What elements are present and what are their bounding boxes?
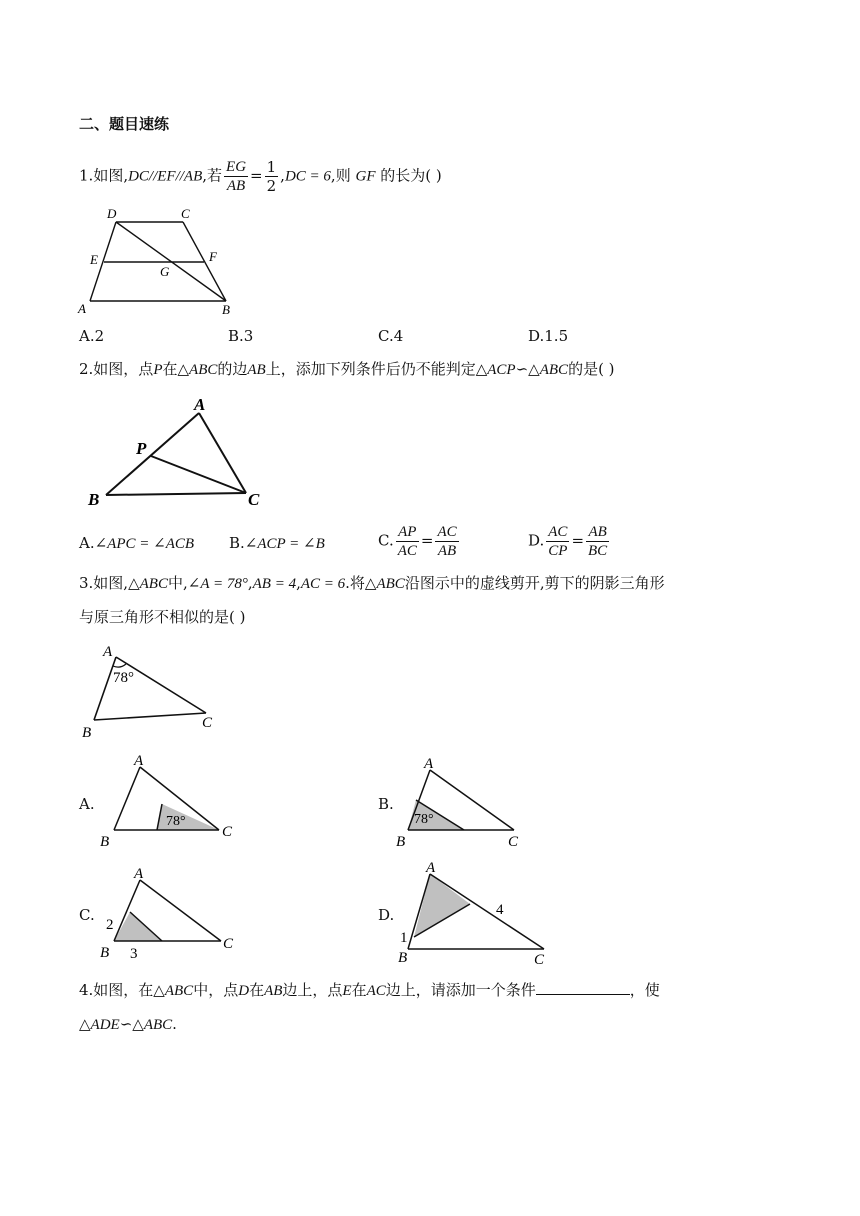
svg-text:C: C xyxy=(534,952,545,968)
segment-bc xyxy=(106,493,246,495)
svg-text:A: A xyxy=(426,860,436,876)
label-a: A xyxy=(78,301,86,316)
segment-ab xyxy=(106,413,199,495)
svg-text:1: 1 xyxy=(400,930,408,946)
label-c: C xyxy=(248,490,260,509)
q2-triangle-figure xyxy=(84,393,274,511)
q1-option-d[interactable]: D.1.5 xyxy=(528,327,569,345)
svg-text:4: 4 xyxy=(496,902,504,918)
q3-option-b-label[interactable]: B. xyxy=(378,795,394,813)
question-3-line-1: 3.如图,△ABC中,∠A = 78°,AB = 4,AC = 6.将△ABC沿图示中的虚线剪开,剪下的阴影三角形 xyxy=(79,574,665,592)
svg-text:78°: 78° xyxy=(414,812,434,827)
segment-pc xyxy=(151,456,246,493)
q1-option-a[interactable]: A.2 xyxy=(79,327,105,345)
q2-option-d[interactable]: D. $\frac{AC}{CP}$ = $\frac{AB}{BC}$ xyxy=(528,524,608,559)
q2-option-a[interactable]: A.∠APC = ∠ACB xyxy=(79,534,195,552)
q1-option-c[interactable]: C.4 xyxy=(378,327,404,345)
label-d: D xyxy=(107,206,117,221)
label-b: B xyxy=(82,725,92,741)
question-2: 2.如图，点P在△ABC的边AB上，添加下列条件后仍不能判定△ACP∽△ABC的是( ) xyxy=(79,360,615,378)
label-e: E xyxy=(90,252,98,267)
question-4-line-2: △ADE∽△ABC. xyxy=(79,1015,177,1033)
svg-text:B: B xyxy=(398,950,408,966)
svg-text:B: B xyxy=(100,834,110,850)
q1-option-b[interactable]: B.3 xyxy=(228,327,254,345)
label-p: P xyxy=(136,439,147,458)
svg-text:A: A xyxy=(424,756,434,772)
svg-text:B: B xyxy=(100,945,110,961)
q2-option-c[interactable]: C. $\frac{AP}{AC}$ = $\frac{AC}{AB}$ xyxy=(378,524,457,559)
fraction-one-half: $\frac{1}{2}$ xyxy=(266,158,277,195)
label-a: A xyxy=(103,644,113,660)
svg-text:2: 2 xyxy=(106,917,114,933)
q3-option-a-label[interactable]: A. xyxy=(79,795,95,813)
label-f: F xyxy=(209,249,217,264)
svg-text:78°: 78° xyxy=(166,814,186,829)
label-c: C xyxy=(202,715,213,731)
q3-original-triangle xyxy=(76,640,236,742)
label-a: A xyxy=(194,395,206,414)
label-c: C xyxy=(181,206,190,221)
question-1: 1.如图,DC//EF//AB,若 $\frac{EG}{AB}$ = $\frac{1}{2}$ ,DC = 6,则 GF 的长为( ) xyxy=(79,158,442,195)
svg-text:A: A xyxy=(134,753,144,769)
svg-text:3: 3 xyxy=(130,946,138,962)
svg-text:C: C xyxy=(222,824,233,840)
label-b: B xyxy=(88,490,100,509)
fraction-eg-ab: $\frac{EG}{AB}$ xyxy=(226,159,247,194)
q3-option-c-label[interactable]: C. xyxy=(79,906,95,924)
q3-option-a-figure[interactable] xyxy=(96,752,256,852)
svg-text:C: C xyxy=(223,936,234,952)
q1-trapezoid-figure xyxy=(76,204,246,320)
svg-text:C: C xyxy=(508,834,519,850)
svg-text:B: B xyxy=(396,834,406,850)
question-4-line-1: 4.如图，在△ABC中，点D在AB边上，点E在AC边上，请添加一个条件 ，使 xyxy=(79,978,660,1002)
q3-option-d-label[interactable]: D. xyxy=(378,906,395,924)
section-title: 二、题目速练 xyxy=(79,115,170,133)
q3-option-d-figure[interactable] xyxy=(394,856,554,968)
label-g: G xyxy=(160,264,170,279)
question-3-line-2: 与原三角形不相似的是( ) xyxy=(79,608,246,626)
segment-ac xyxy=(199,413,246,493)
q3-option-c-figure[interactable] xyxy=(96,864,256,966)
svg-text:A: A xyxy=(134,866,144,882)
label-b: B xyxy=(222,302,230,317)
q2-option-b[interactable]: B.∠ACP = ∠B xyxy=(229,534,325,552)
answer-blank[interactable] xyxy=(536,978,630,995)
label-angle: 78° xyxy=(113,670,134,686)
q3-option-b-figure[interactable] xyxy=(394,752,534,852)
